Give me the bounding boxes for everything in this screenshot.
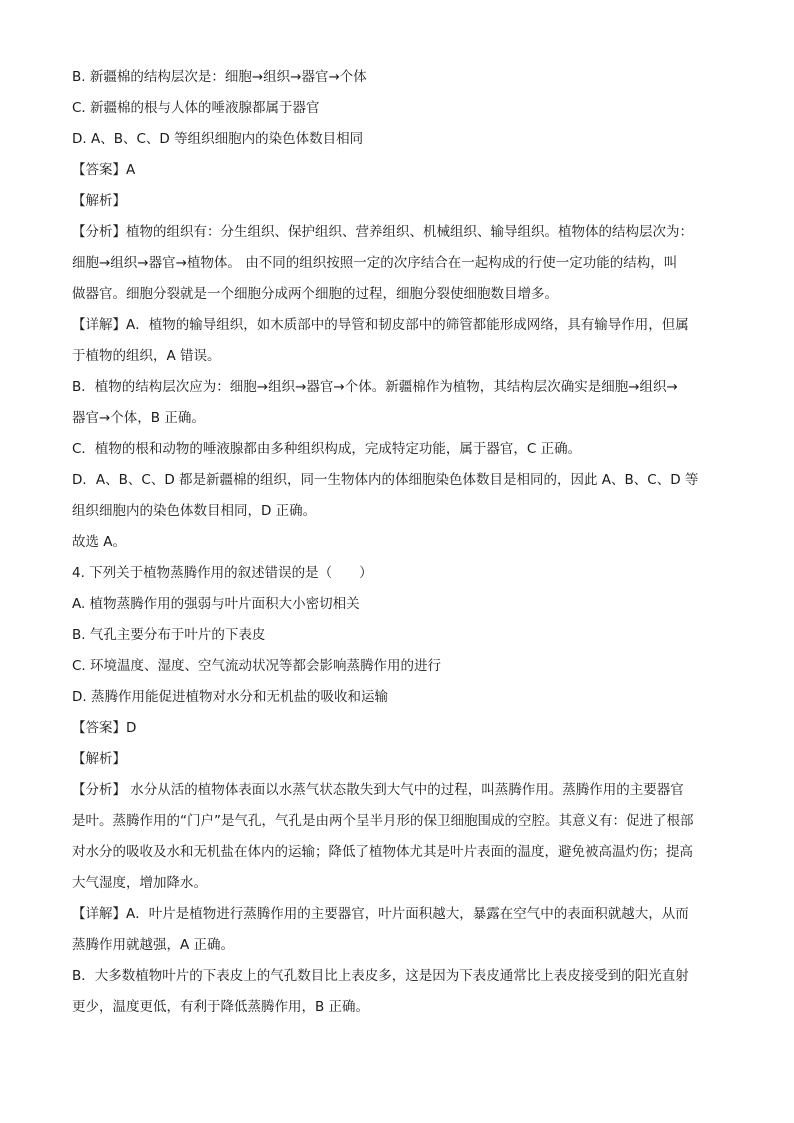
analysis-q4-line-4: 大气湿度，增加降水。: [72, 875, 207, 891]
explanation-heading-q3: 【解析】: [72, 193, 126, 209]
analysis-q3-line-3: 做器官。细胞分裂就是一个细胞分成两个细胞的过程，细胞分裂使细胞数目增多。: [72, 286, 558, 302]
analysis-q3-line-2: 细胞→组织→器官→植物体。 由不同的组织按照一定的次序结合在一起构成的行使一定功能的结构，叫: [72, 255, 678, 271]
conclusion-q3: 故选 A。: [72, 534, 127, 550]
detail-q3-line-2: 于植物的组织，A 错误。: [72, 348, 221, 364]
detail-q3-line-3: B．植物的结构层次应为：细胞→组织→器官→个体。新疆棉作为植物，其结构层次确实是细胞→组织→: [72, 379, 678, 395]
detail-q4-line-2: 蒸腾作用就越强，A 正确。: [72, 937, 235, 953]
detail-q3-line-1: 【详解】A．植物的输导组织，如木质部中的导管和韧皮部中的筛管都能形成网络，具有输导作用，但属: [72, 317, 689, 333]
option-b-q4: B. 气孔主要分布于叶片的下表皮: [72, 627, 266, 643]
detail-q3-line-5: C．植物的根和动物的唾液腺都由多种组织构成，完成特定功能，属于器官，C 正确。: [72, 441, 582, 457]
answer-q3: 【答案】A: [72, 162, 136, 178]
analysis-q4-line-2: 是叶。蒸腾作用的“门户”是气孔，气孔是由两个呈半月形的保卫细胞围成的空腔。其意义有：促进了根部: [72, 813, 694, 829]
option-c-q3: C. 新疆棉的根与人体的唾液腺都属于器官: [72, 100, 320, 116]
detail-q4-line-4: 更少，温度更低，有利于降低蒸腾作用，B 正确。: [72, 999, 370, 1015]
option-a-q4: A. 植物蒸腾作用的强弱与叶片面积大小密切相关: [72, 596, 360, 612]
detail-q3-line-6: D．A、B、C、D 都是新疆棉的组织，同一生物体内的体细胞染色体数目是相同的，因此 A、B、C、D 等: [72, 472, 699, 488]
explanation-heading-q4: 【解析】: [72, 751, 126, 767]
option-b-q3: B. 新疆棉的结构层次是：细胞→组织→器官→个体: [72, 69, 367, 85]
analysis-q3-line-1: 【分析】植物的组织有：分生组织、保护组织、营养组织、机械组织、输导组织。植物体的结构层次为：: [72, 224, 693, 240]
detail-q4-line-1: 【详解】A．叶片是植物进行蒸腾作用的主要器官，叶片面积越大，暴露在空气中的表面积就越大，从而: [72, 906, 689, 922]
option-c-q4: C. 环境温度、湿度、空气流动状况等都会影响蒸腾作用的进行: [72, 658, 442, 674]
document-body: [72, 62, 724, 1023]
detail-q3-line-7: 组织细胞内的染色体数目相同，D 正确。: [72, 503, 317, 519]
question-4-stem: 4. 下列关于植物蒸腾作用的叙述错误的是（ ）: [72, 565, 373, 581]
analysis-q4-line-1: 【分析】 水分从活的植物体表面以水蒸气状态散失到大气中的过程，叫蒸腾作用。蒸腾作用的主要器官: [72, 782, 684, 798]
analysis-q4-line-3: 对水分的吸收及水和无机盐在体内的运输；降低了植物体尤其是叶片表面的温度，避免被高温灼伤；提高: [72, 844, 693, 860]
answer-q4: 【答案】D: [72, 720, 137, 736]
detail-q4-line-3: B．大多数植物叶片的下表皮上的气孔数目比上表皮多，这是因为下表皮通常比上表皮接受到的阳光直射: [72, 968, 689, 984]
option-d-q4: D. 蒸腾作用能促进植物对水分和无机盐的吸收和运输: [72, 689, 388, 705]
option-d-q3: D. A、B、C、D 等组织细胞内的染色体数目相同: [72, 131, 364, 147]
detail-q3-line-4: 器官→个体，B 正确。: [72, 410, 205, 426]
